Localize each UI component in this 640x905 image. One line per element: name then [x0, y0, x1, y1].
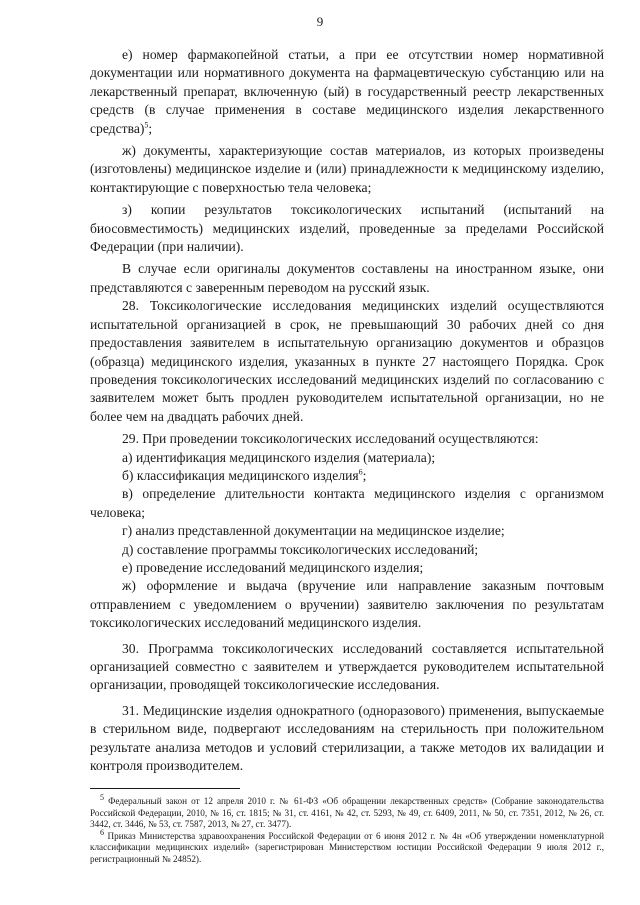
paragraph-item-e: е) номер фармакопейной статьи, а при ее отсутствии номер нормативной документации или нормативного документа на фармацевтическую субстанцию или на лекарственный препарат, включенную (ый) в государственный реестр лекарственных средств (в случае применения в составе медицинского изделия лекарственного средства)$^5$; — [90, 47, 604, 136]
footnote-6: $^6$ Приказ Министерства здравоохранения Российской Федерации от 6 июня 2012 г. № 4н «Об утверждении номенклатурной классификации медицинских изделий» (зарегистрирован Министерством юстиции Российской Федерации 9 июля 2012 г., регистрационный № 24852). — [90, 827, 604, 864]
paragraph-29-g: г) анализ представленной документации на медицинское изделие; — [122, 523, 505, 539]
paragraph-29-b: б) классификация медицинского изделия$^6$; — [122, 467, 367, 483]
footnote-ref-6[interactable]: 6 — [358, 467, 363, 477]
paragraph-foreign-language: В случае если оригиналы документов составлены на иностранном языке, они представляются с заверенным переводом на русский язык. — [90, 261, 604, 295]
footnote-divider — [90, 788, 240, 789]
footnote-ref-5[interactable]: 5 — [144, 120, 149, 130]
paragraph-28: 28. Токсикологические исследования медицинских изделий осуществляются испытательной организацией в срок, не превышающий 30 рабочих дней со дня предоставления заявителем в испытательную организацию документов и образцов (образца) медицинского изделия, указанных в пункте 27 настоящего Порядка. Срок проведения токсикологических исследований медицинских изделий по согласованию с заявителем может быть продлен руководителем испытательной организации, но не более чем на двадцать рабочих дней. — [90, 298, 604, 424]
footnote-marker: 6 — [100, 827, 104, 837]
footnotes — [90, 788, 604, 866]
paragraph-29-d: д) составление программы токсикологических исследований; — [122, 541, 479, 557]
paragraph-29: 29. При проведении токсикологических исследований осуществляются: — [122, 431, 539, 447]
paragraph-31: 31. Медицинские изделия однократного (одноразового) применения, выпускаемые в стерильном виде, подвергают исследованиям на стерильность при положительном результате анализа методов и условий стерилизации, а также методов их валидации и контроля производителем. — [90, 702, 604, 774]
paragraph-30: 30. Программа токсикологических исследований составляется испытательной организацией совместно с заявителем и утверждается руководителем испытательной организации, проводящей токсикологические исследования. — [90, 640, 604, 693]
document-body — [90, 46, 604, 775]
footnote-5: $^5$ Федеральный закон от 12 апреля 2010 г. № 61-ФЗ «Об обращении лекарственных средств» (Собрание законодательства Российской Федерации, 2010, № 16, ст. 1815; № 31, ст. 4161, № 42, ст. 5293, № 49, ст. 6409, 2011, № 50, ст. 7351, 2012, № 26, ст. 3442, ст. 3446, № 53, ст. 7587, 2013, № 27, ст. 3477). — [90, 792, 604, 830]
paragraph-29-zh: ж) оформление и выдача (вручение или направление заказным почтовым отправлением с уведомлением о вручении) заявителю заключения по результатам токсикологических исследований медицинского изделия. — [90, 578, 604, 631]
paragraph-29-v: в) определение длительности контакта медицинского изделия с организмом человека; — [90, 486, 604, 520]
paragraph-item-z: з) копии результатов токсикологических испытаний (испытаний на биосовместимость) медицинских изделий, проведенные за пределами Российской Федерации (при наличии). — [90, 202, 604, 255]
paragraph-29-a: а) идентификация медицинского изделия (материала); — [122, 449, 436, 465]
footnote-marker: 5 — [100, 792, 104, 802]
page-number: 9 — [316, 14, 324, 29]
paragraph-item-zh: ж) документы, характеризующие состав материалов, из которых произведены (изготовлены) медицинское изделие и (или) принадлежности к медицинскому изделию, контактирующие с поверхностью тела человека; — [90, 143, 604, 195]
paragraph-29-e: е) проведение исследований медицинского изделия; — [122, 559, 424, 575]
